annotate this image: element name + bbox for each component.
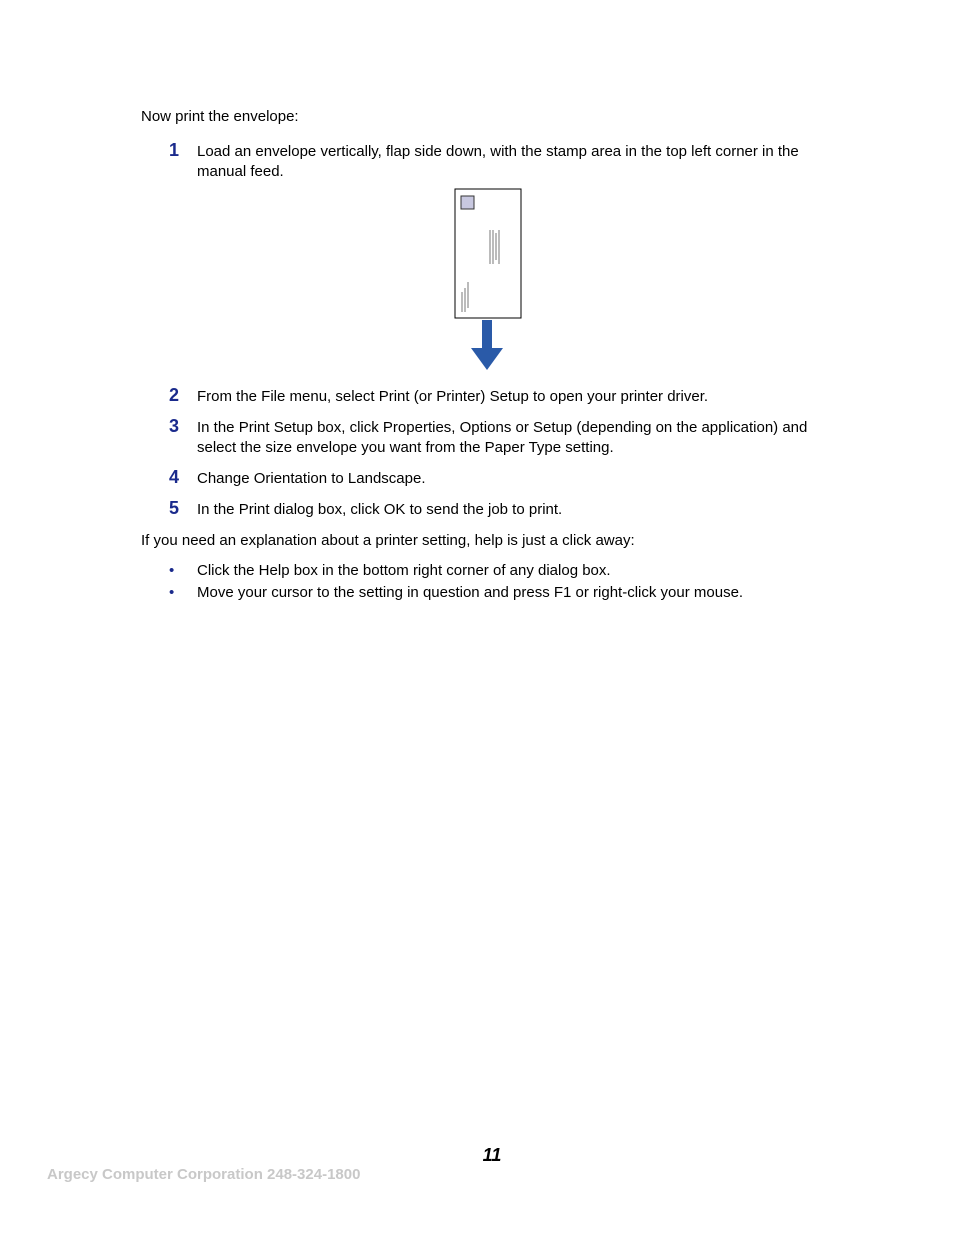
step-text: Load an envelope vertically, flap side down, with the stamp area in the top left corner in the manual feed. bbox=[197, 143, 799, 180]
intro-text: Now print the envelope: bbox=[141, 108, 299, 125]
step-text: From the File menu, select Print (or Printer) Setup to open your printer driver. bbox=[197, 388, 709, 405]
step-text: In the Print Setup box, click Properties, Options or Setup (depending on the application) and select the size envelope you want from the Paper Type setting. bbox=[197, 419, 808, 456]
envelope-illustration bbox=[454, 188, 524, 373]
step-number: 3 bbox=[169, 416, 180, 436]
arrow-down-icon bbox=[471, 320, 503, 370]
step-number: 5 bbox=[169, 498, 180, 518]
page-number: 11 bbox=[482, 1145, 502, 1165]
bullet-marker: • bbox=[169, 584, 175, 601]
bullet-text: Move your cursor to the setting in question and press F1 or right-click your mouse. bbox=[197, 584, 744, 601]
envelope-icon bbox=[454, 188, 524, 373]
step-text: Change Orientation to Landscape. bbox=[197, 470, 426, 487]
step-number: 4 bbox=[169, 467, 180, 487]
bullet-marker: • bbox=[169, 562, 175, 579]
bullet-text: Click the Help box in the bottom right corner of any dialog box. bbox=[197, 562, 611, 579]
step-text: In the Print dialog box, click OK to send the job to print. bbox=[197, 501, 563, 518]
step-number: 1 bbox=[169, 140, 180, 160]
step-number: 2 bbox=[169, 385, 180, 405]
footer-text: Argecy Computer Corporation 248-324-1800 bbox=[47, 1166, 361, 1183]
help-intro-text: If you need an explanation about a printer setting, help is just a click away: bbox=[141, 532, 635, 549]
